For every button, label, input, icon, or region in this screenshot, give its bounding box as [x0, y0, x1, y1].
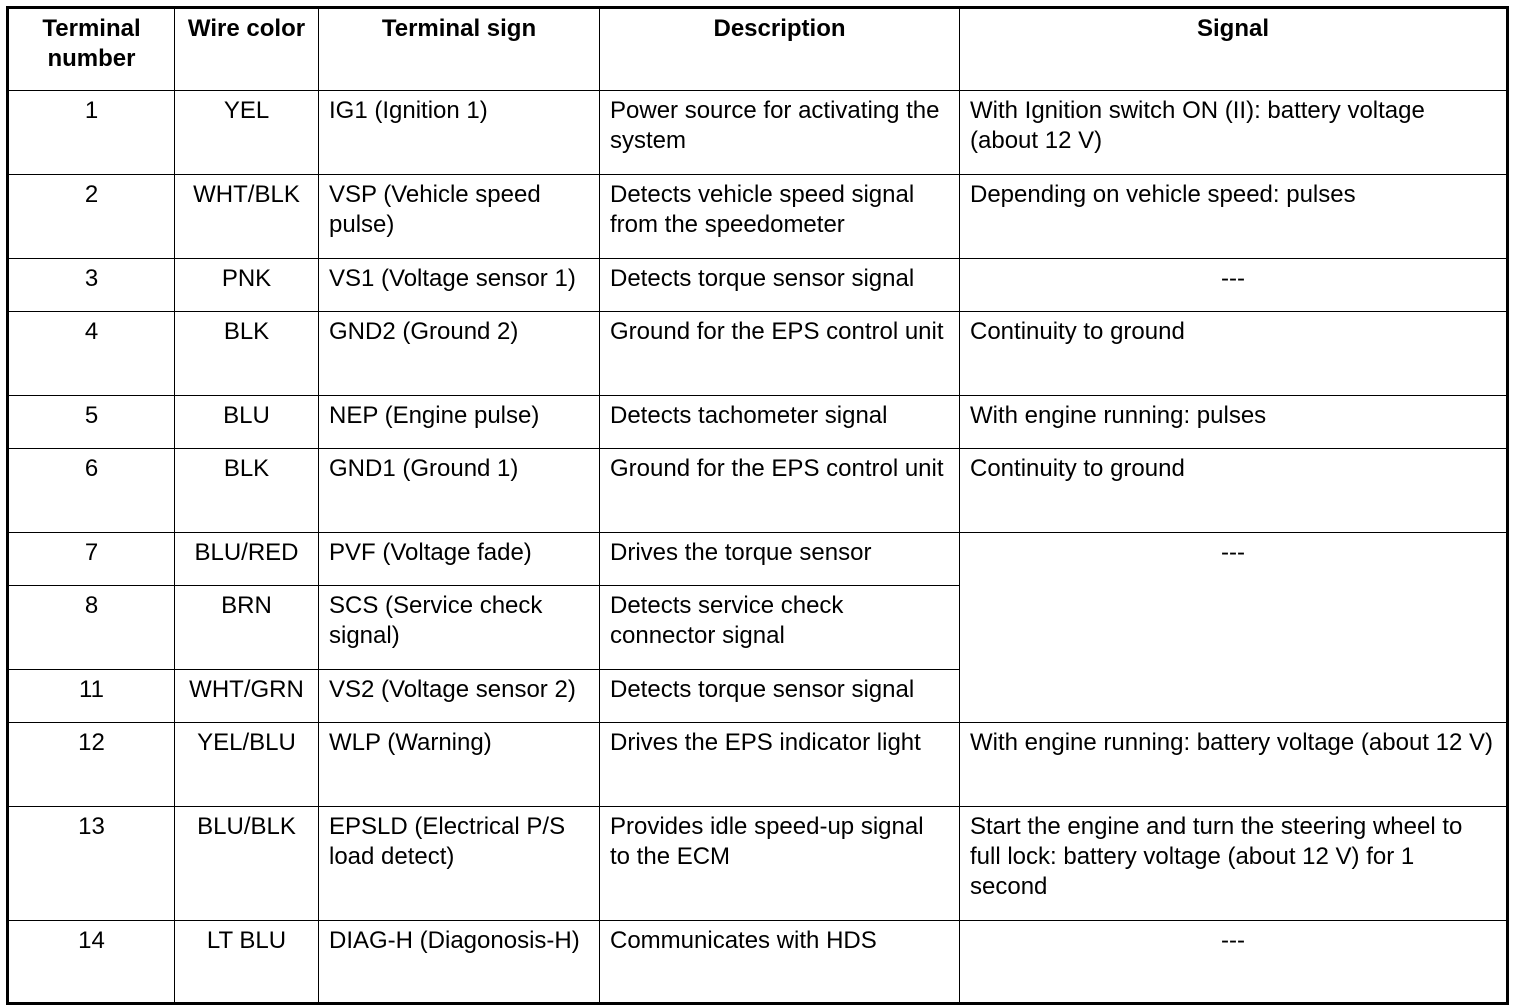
signal-cell: Continuity to ground — [960, 449, 1508, 533]
table-row — [8, 91, 1508, 175]
description-cell: Ground for the EPS control unit — [600, 312, 960, 396]
terminal-sign-cell: GND2 (Ground 2) — [319, 312, 600, 396]
terminal-sign-cell: GND1 (Ground 1) — [319, 449, 600, 533]
terminal-number-cell: 12 — [8, 723, 175, 807]
wire-color-cell: YEL — [175, 91, 319, 175]
table-row — [8, 259, 1508, 312]
header-terminal-sign: Terminal sign — [319, 8, 600, 91]
terminal-sign-cell: VS1 (Voltage sensor 1) — [319, 259, 600, 312]
wire-color-cell: PNK — [175, 259, 319, 312]
wire-color-cell: BRN — [175, 586, 319, 670]
terminal-sign-cell: IG1 (Ignition 1) — [319, 91, 600, 175]
terminal-number-cell: 1 — [8, 91, 175, 175]
header-wire-color: Wire color — [175, 8, 319, 91]
wire-color-cell: BLK — [175, 449, 319, 533]
wire-color-cell: BLU/RED — [175, 533, 319, 586]
table-row — [8, 312, 1508, 396]
header-description: Description — [600, 8, 960, 91]
terminal-number-cell: 2 — [8, 175, 175, 259]
description-cell: Power source for activating the system — [600, 91, 960, 175]
signal-cell: Start the engine and turn the steering wheel to full lock: battery voltage (about 12 V) for 1 second — [960, 807, 1508, 921]
signal-cell: With engine running: pulses — [960, 396, 1508, 449]
description-cell: Drives the torque sensor — [600, 533, 960, 586]
terminal-sign-cell: DIAG-H (Diagonosis-H) — [319, 921, 600, 1004]
description-cell: Provides idle speed-up signal to the ECM — [600, 807, 960, 921]
wire-color-cell: BLU — [175, 396, 319, 449]
terminal-sign-cell: VS2 (Voltage sensor 2) — [319, 670, 600, 723]
terminal-number-cell: 11 — [8, 670, 175, 723]
terminal-sign-cell: WLP (Warning) — [319, 723, 600, 807]
table-row — [8, 921, 1508, 1004]
signal-cell: Depending on vehicle speed: pulses — [960, 175, 1508, 259]
header-terminal-number: Terminal number — [8, 8, 175, 91]
description-cell: Drives the EPS indicator light — [600, 723, 960, 807]
table-row — [8, 396, 1508, 449]
wire-color-cell: BLU/BLK — [175, 807, 319, 921]
terminal-sign-cell: NEP (Engine pulse) — [319, 396, 600, 449]
wire-color-cell: WHT/GRN — [175, 670, 319, 723]
terminal-number-cell: 14 — [8, 921, 175, 1004]
terminal-sign-cell: VSP (Vehicle speed pulse) — [319, 175, 600, 259]
signal-cell: --- — [960, 259, 1508, 312]
terminal-number-cell: 8 — [8, 586, 175, 670]
wire-color-cell: YEL/BLU — [175, 723, 319, 807]
terminal-number-cell: 5 — [8, 396, 175, 449]
terminal-number-cell: 7 — [8, 533, 175, 586]
terminal-sign-cell: SCS (Service check signal) — [319, 586, 600, 670]
terminal-number-cell: 3 — [8, 259, 175, 312]
signal-cell: --- — [960, 921, 1508, 1004]
table-row — [8, 175, 1508, 259]
table-row — [8, 807, 1508, 921]
description-cell: Detects vehicle speed signal from the speedometer — [600, 175, 960, 259]
terminal-table — [6, 6, 1509, 1005]
signal-cell: Continuity to ground — [960, 312, 1508, 396]
header-signal: Signal — [960, 8, 1508, 91]
terminal-number-cell: 6 — [8, 449, 175, 533]
signal-cell-merged: --- — [960, 533, 1508, 723]
table-row — [8, 533, 1508, 586]
terminal-number-cell: 13 — [8, 807, 175, 921]
terminal-sign-cell: PVF (Voltage fade) — [319, 533, 600, 586]
description-cell: Ground for the EPS control unit — [600, 449, 960, 533]
description-cell: Detects tachometer signal — [600, 396, 960, 449]
signal-cell: With engine running: battery voltage (about 12 V) — [960, 723, 1508, 807]
terminal-number-cell: 4 — [8, 312, 175, 396]
table-row — [8, 723, 1508, 807]
terminal-sign-cell: EPSLD (Electrical P/S load detect) — [319, 807, 600, 921]
wire-color-cell: WHT/BLK — [175, 175, 319, 259]
table-row — [8, 449, 1508, 533]
description-cell: Communicates with HDS — [600, 921, 960, 1004]
header-row — [8, 8, 1508, 91]
signal-cell: With Ignition switch ON (II): battery voltage (about 12 V) — [960, 91, 1508, 175]
description-cell: Detects torque sensor signal — [600, 259, 960, 312]
wire-color-cell: LT BLU — [175, 921, 319, 1004]
description-cell: Detects service check connector signal — [600, 586, 960, 670]
description-cell: Detects torque sensor signal — [600, 670, 960, 723]
wire-color-cell: BLK — [175, 312, 319, 396]
